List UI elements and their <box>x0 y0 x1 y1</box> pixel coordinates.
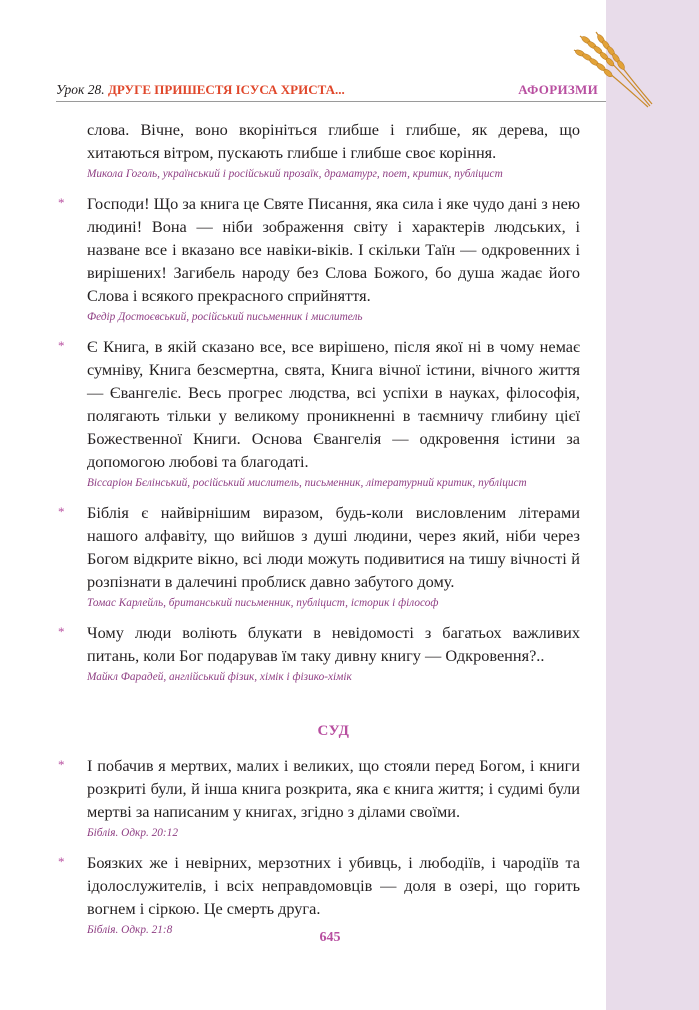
quote-text: Біблія є найвірнішим виразом, будь-коли висловленим літерами нашого алфавіту, що вийшов з душі людини, через який, ніби через Богом відкрите вікно, всі люди можуть подивитися на тишу вічності й розпізнати в далечині проблиск давно забутого дому. <box>87 503 580 591</box>
bullet-icon: * <box>58 757 65 772</box>
quote-item <box>60 754 580 841</box>
page-content <box>60 118 580 948</box>
lesson-heading <box>56 82 345 98</box>
section-label: АФОРИЗМИ <box>518 82 598 97</box>
running-header <box>56 82 598 98</box>
quote-author: Томас Карлейль, британський письменник, публіцист, історик і філософ <box>87 597 439 609</box>
lesson-title: ДРУГЕ ПРИШЕСТЯ ІСУСА ХРИСТА... <box>107 82 345 97</box>
quote-text: І побачив я мертвих, малих і великих, що стояли перед Богом, і книги розкриті були, й інша книга розкрита, яка є книга життя; і судимі були мертві за написаним у книгах, згідно з ділами своїми. <box>87 756 580 821</box>
section-heading: СУД <box>317 723 350 739</box>
quote-item <box>60 851 580 938</box>
quote-author: Майкл Фарадей, англійський фізик, хімік і фізико-хімік <box>87 671 352 683</box>
quote-text: Є Книга, в якій сказано все, все вирішено, після якої ні в чому немає сумніву, Книга безсмертна, свята, Книга вічної істини, вічного життя — Євангеліє. Весь прогрес людства, всі успіхи в науках, філософія, полягають тільки у великому проникненні в таємничу глибину цієї Божественної Книги. Основа Євангелія — одкровення істини за допомогою любові та благодаті. <box>87 337 580 471</box>
quote-item <box>60 192 580 325</box>
sidebar-band <box>606 0 699 1010</box>
bullet-icon: * <box>58 338 65 353</box>
quote-author: Біблія. Одкр. 20:12 <box>87 827 178 839</box>
header-divider <box>56 101 606 102</box>
bullet-icon: * <box>58 195 65 210</box>
quote-item <box>60 621 580 685</box>
page-number: 645 <box>319 930 341 945</box>
bullet-icon: * <box>58 504 65 519</box>
quote-text: Боязких же і невірних, мерзотних і убивць, і любодіїв, і чародіїв та ідолослужителів, і всіх неправдомовців — доля в озері, що горить вогнем і сіркою. Це смерть друга. <box>87 853 580 918</box>
quote-item <box>60 501 580 611</box>
quote-author: Біблія. Одкр. 21:8 <box>87 924 173 936</box>
quote-author: Микола Гоголь, український і російський прозаїк, драматург, поет, критик, публіцист <box>87 168 503 180</box>
quote-text: Господи! Що за книга це Святе Писання, яка сила і яке чудо дані з нею людині! Вона — ніби зображення світу і характерів людських, і назване все і вказано все навіки-віків. І скільки Таїн — одкровенних і вирішених! Загибель народу без Слова Божого, бо душа жадає його Слова і всякого прекрасного сприйняття. <box>87 194 580 305</box>
quote-item <box>60 335 580 491</box>
bullet-icon: * <box>58 624 65 639</box>
quote-text: Чому люди воліють блукати в невідомості з багатьох важливих питань, коли Бог подарував їм таку дивну книгу — Одкровення?.. <box>87 623 580 665</box>
quote-author: Федір Достоєвський, російський письменник і мислитель <box>87 311 363 323</box>
quote-text: слова. Вічне, воно вкорініться глибше і глибше, як дерева, що хитаються вітром, пускають глибше і глибше своє коріння. <box>87 120 580 162</box>
quote-author: Віссаріон Бєлінський, російський мислитель, письменник, літературний критик, публіцист <box>87 477 527 489</box>
quote-item <box>60 118 580 182</box>
lesson-label: Урок 28. <box>56 82 105 97</box>
bullet-icon: * <box>58 854 65 869</box>
